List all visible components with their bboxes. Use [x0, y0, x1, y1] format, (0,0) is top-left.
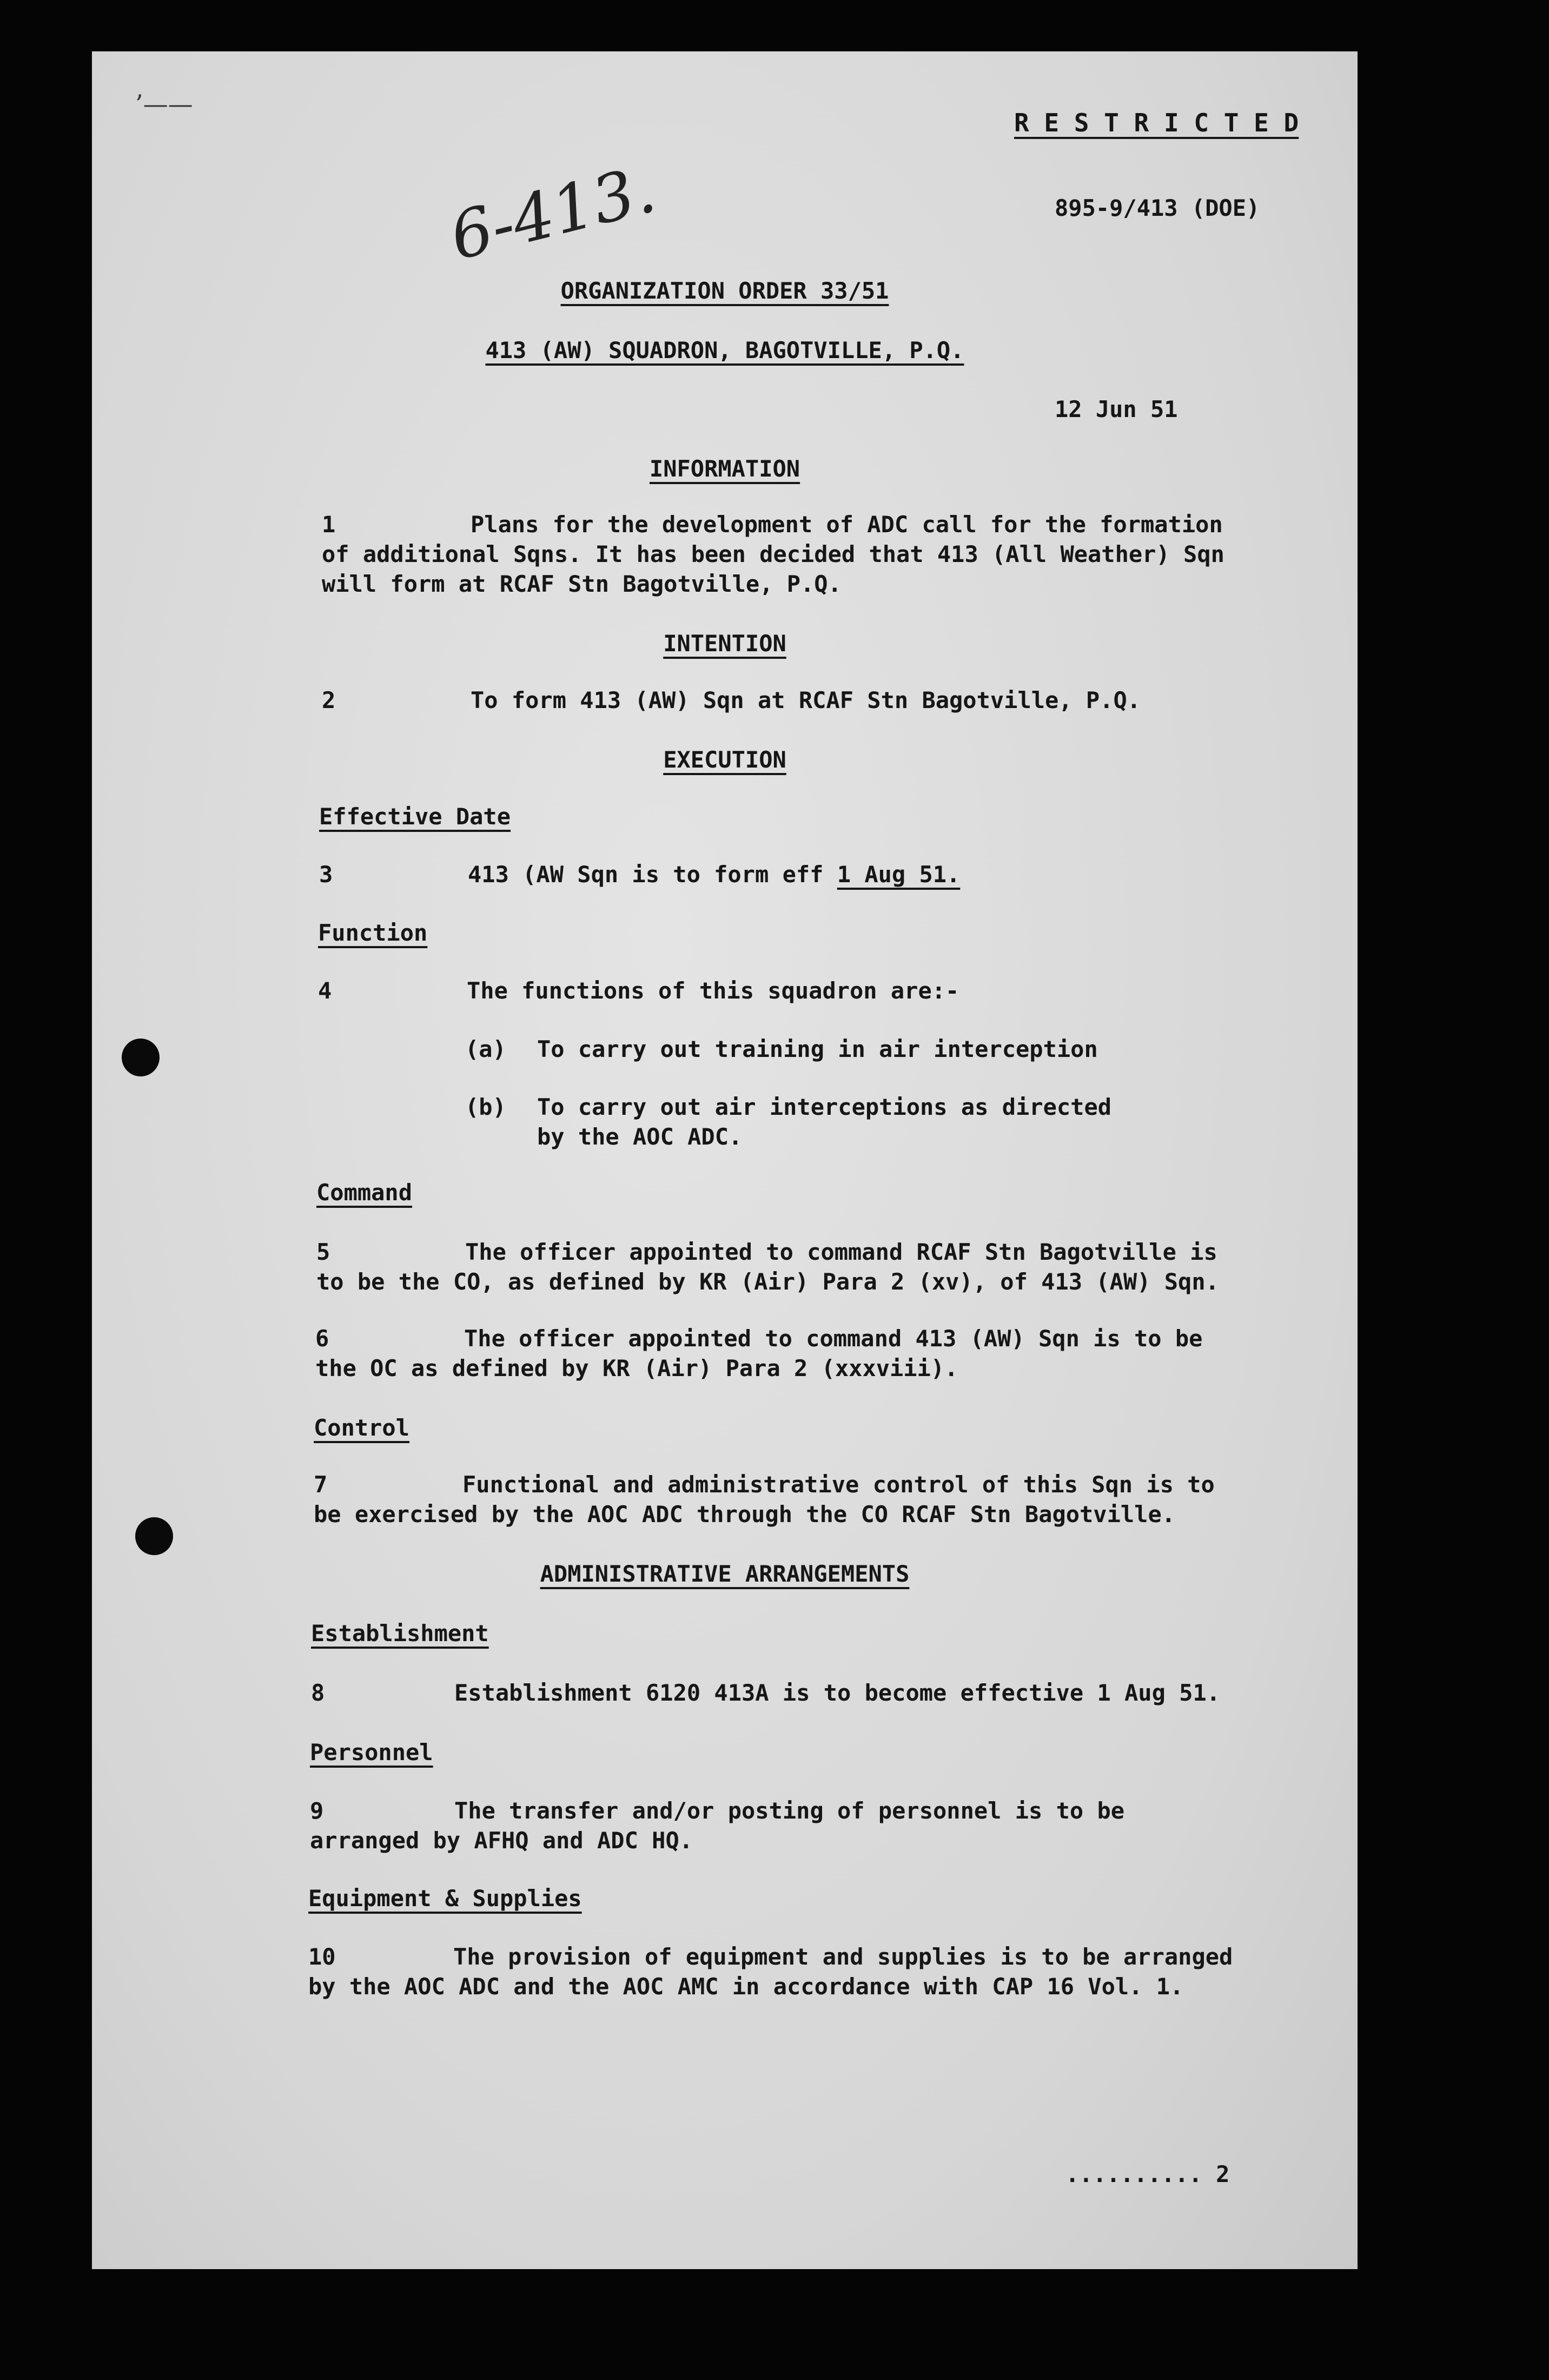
- list-item-text: To carry out air interceptions as directed: [537, 1094, 1112, 1120]
- para-line: be exercised by the AOC ADC through the CO RCAF Stn Bagotville.: [314, 1501, 1176, 1528]
- list-item-text: To carry out training in air interception: [537, 1036, 1098, 1062]
- order-title: ORGANIZATION ORDER 33/51: [560, 277, 889, 304]
- effective-date-value: 1 Aug 51.: [837, 861, 961, 888]
- subhead-personnel: Personnel: [310, 1739, 433, 1766]
- para-line: To form 413 (AW) Sqn at RCAF Stn Bagotville, P.Q.: [471, 687, 1141, 713]
- section-heading-information: INFORMATION: [649, 455, 800, 482]
- subhead-establishment: Establishment: [311, 1620, 489, 1647]
- para-line: The provision of equipment and supplies is to be arranged: [453, 1943, 1233, 1970]
- para-number: 6: [315, 1325, 329, 1352]
- section-heading-intention: INTENTION: [663, 630, 786, 657]
- continuation-marker: .......... 2: [1065, 2161, 1230, 2187]
- list-label: (a): [465, 1036, 506, 1062]
- para-line: The officer appointed to command RCAF Stn Bagotville is: [465, 1239, 1217, 1265]
- para-number: 5: [316, 1239, 330, 1265]
- para-line: The functions of this squadron are:-: [467, 977, 959, 1004]
- subhead-command: Command: [316, 1179, 413, 1206]
- para-text: 413 (AW Sqn is to form eff: [468, 861, 824, 888]
- para-line: Plans for the development of ADC call for the formation: [471, 511, 1223, 538]
- para-line: of additional Sqns. It has been decided that 413 (All Weather) Sqn: [322, 541, 1224, 567]
- para-line: Establishment 6120 413A is to become effective 1 Aug 51.: [454, 1680, 1221, 1706]
- list-label: (b): [465, 1094, 506, 1120]
- para-number: 2: [322, 687, 336, 713]
- para-line: [468, 861, 960, 888]
- para-line: The officer appointed to command 413 (AW) Sqn is to be: [464, 1325, 1203, 1352]
- para-line: the OC as defined by KR (Air) Para 2 (xxxviii).: [315, 1355, 958, 1381]
- para-number: 8: [311, 1680, 325, 1706]
- subhead-effective-date: Effective Date: [319, 803, 511, 830]
- document-page: [92, 51, 1358, 2269]
- para-line: by the AOC ADC and the AOC AMC in accordance with CAP 16 Vol. 1.: [308, 1973, 1184, 2000]
- para-number: 7: [314, 1471, 328, 1498]
- para-number: 4: [318, 977, 332, 1004]
- punch-hole: [135, 1517, 173, 1555]
- subhead-control: Control: [314, 1414, 410, 1441]
- para-line: arranged by AFHQ and ADC HQ.: [310, 1827, 693, 1854]
- subhead-equipment: Equipment & Supplies: [308, 1885, 582, 1912]
- para-line: The transfer and/or posting of personnel is to be: [454, 1797, 1125, 1824]
- section-heading-execution: EXECUTION: [663, 746, 786, 773]
- para-number: 3: [319, 861, 333, 888]
- section-heading-administrative: ADMINISTRATIVE ARRANGEMENTS: [540, 1561, 910, 1587]
- punch-hole: [122, 1039, 160, 1076]
- order-subtitle: 413 (AW) SQUADRON, BAGOTVILLE, P.Q.: [485, 337, 964, 363]
- para-line: will form at RCAF Stn Bagotville, P.Q.: [322, 571, 842, 597]
- corner-mark: ’——: [135, 89, 193, 118]
- para-line: to be the CO, as defined by KR (Air) Para 2 (xv), of 413 (AW) Sqn.: [316, 1268, 1219, 1295]
- para-number: 9: [310, 1797, 324, 1824]
- file-reference: 895-9/413 (DOE): [1055, 195, 1260, 221]
- classification-stamp: R E S T R I C T E D: [1014, 108, 1299, 137]
- order-date: 12 Jun 51: [1055, 396, 1178, 422]
- para-line: Functional and administrative control of this Sqn is to: [462, 1471, 1215, 1498]
- list-item-text: by the AOC ADC.: [537, 1123, 743, 1150]
- para-number: 1: [322, 511, 336, 538]
- para-number: 10: [308, 1943, 336, 1970]
- subhead-function: Function: [318, 920, 428, 946]
- handwritten-annotation: 6-413.: [442, 151, 663, 275]
